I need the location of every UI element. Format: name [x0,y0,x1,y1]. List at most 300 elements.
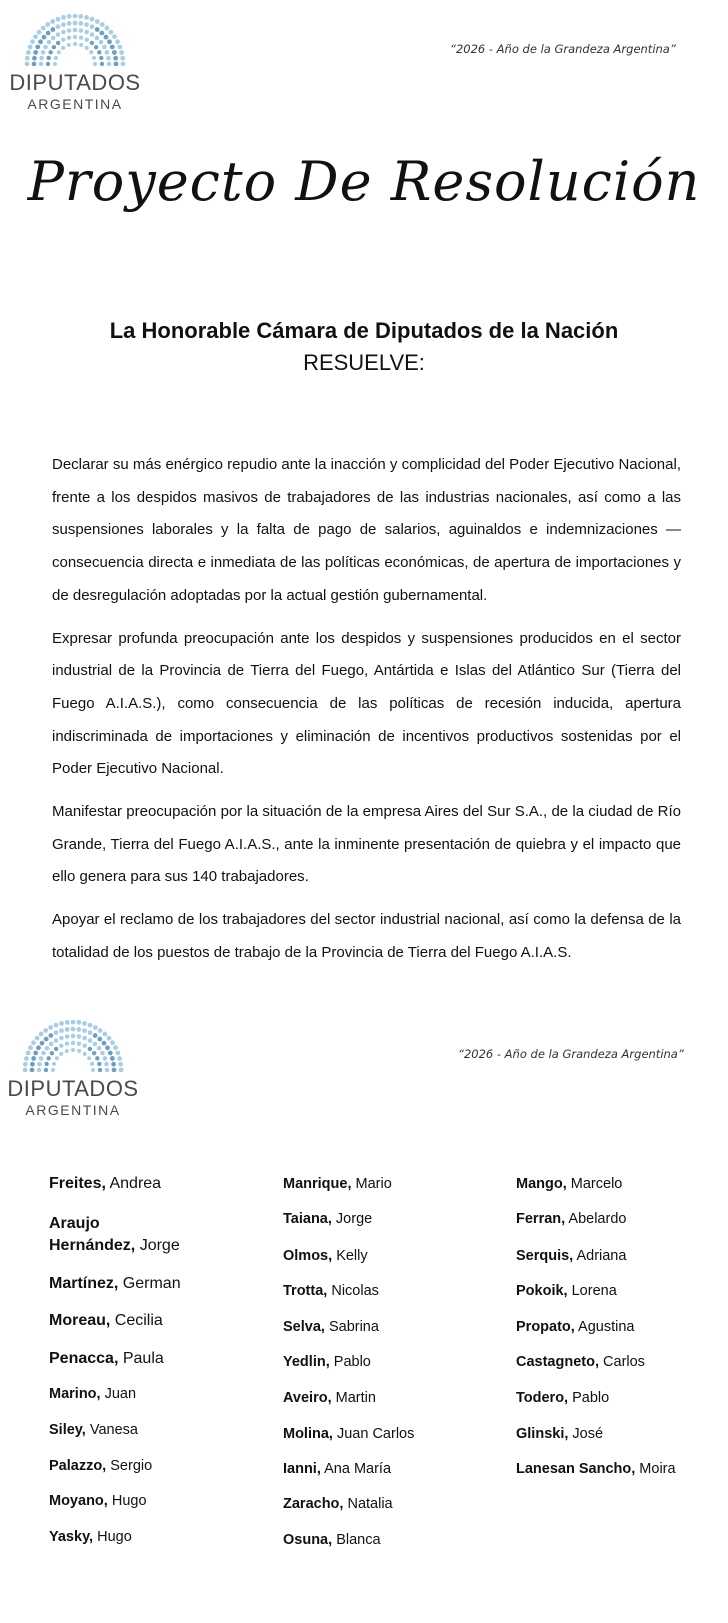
dome-dot [42,35,47,40]
dome-dot [111,1062,116,1067]
signer-last-name: Glinski, [516,1426,569,1442]
signer-row [283,1208,513,1231]
dome-dot [36,1045,41,1050]
dome-dot [92,56,96,60]
dome-dot [25,56,30,61]
dome-dot [94,45,98,49]
dome-dot [30,39,35,44]
signer-row [516,1458,728,1481]
dome-dot [56,32,61,37]
dome-dot [115,1051,120,1056]
dome-dot [37,1068,42,1072]
dome-dot [43,1028,48,1033]
signer-row [516,1316,728,1339]
signer-row [516,1280,728,1303]
dome-dot [85,46,89,50]
dome-dot [108,1051,113,1056]
dome-dot [102,45,107,50]
dome-dot [73,35,77,39]
dome-dot [44,1068,48,1072]
signer-row [49,1212,279,1235]
dome-dot [71,1041,75,1045]
dome-dot [104,35,109,40]
dome-dot [73,21,78,26]
dome-dot [77,1041,81,1045]
dome-dot [78,14,83,19]
signer-last-name: Freites, [49,1175,106,1192]
dome-dot [73,28,78,33]
year-quote-secondary: “2026 - Año de la Grandeza Argentina” [458,1047,684,1061]
dome-dot [65,1020,70,1025]
dome-dot [99,40,104,45]
dome-dot [53,62,57,66]
dome-dot [28,1045,33,1050]
dome-dot [31,1056,36,1061]
dome-dot [79,35,83,39]
dome-dot [118,1062,123,1067]
dome-dot [48,1025,53,1030]
signer-last-name: Siley, [49,1422,86,1438]
dome-dot [93,1033,98,1038]
dome-dot [97,1037,102,1042]
dome-dot [95,19,100,24]
dome-dot [119,1068,124,1072]
signer-last-name: Aveiro, [283,1390,332,1406]
signer-first-name: German [122,1275,181,1292]
dome-dot [102,1041,107,1046]
dome-dot [24,1056,29,1061]
signer-first-name: Vanesa [89,1422,138,1438]
dome-dot [33,50,38,55]
signer-first-name: Adriana [576,1248,627,1264]
signer-last-name: Lanesan Sancho, [516,1461,636,1477]
dome-dot [90,41,94,45]
signer-last-name: Ferran, [516,1211,566,1227]
signer-last-name: Yedlin, [283,1354,330,1370]
dome-dot [46,62,50,66]
dome-dot [33,1051,38,1056]
dome-dot [65,1027,70,1032]
dome-dot [38,39,43,44]
dome-dot [109,30,114,35]
signer-row [283,1316,513,1339]
signer-last-name: Martínez, [49,1275,119,1292]
signer-first-name: Juan [104,1386,137,1402]
signer-row [516,1208,728,1231]
signer-first-name: Pablo [333,1354,371,1370]
dome-dot [41,1051,46,1056]
dome-dot [114,62,119,66]
dome-dot [88,1023,93,1028]
dome-dot [54,56,58,60]
dome-dot [26,1051,31,1056]
signer-last-name: Olmos, [283,1248,333,1264]
signer-first-name: José [572,1426,604,1442]
dome-dot [82,1036,87,1041]
signer-first-name: Andrea [109,1175,162,1192]
signer-row [283,1351,513,1374]
dome-dot [115,39,120,44]
dome-dot [40,1041,45,1046]
dome-dot [93,1042,98,1047]
signer-row [49,1234,279,1257]
dome-dot [59,1021,64,1026]
dome-dot [85,37,89,41]
dome-dot [61,37,65,41]
dome-dot [83,1052,87,1056]
dome-dot [67,14,72,19]
signer-last-name: Moyano, [49,1493,108,1509]
dome-dot [41,26,46,31]
dome-dot [100,1051,105,1056]
dome-dot [44,1062,48,1066]
dome-dot [32,62,37,66]
dome-dot [56,24,61,29]
dome-dot [88,1030,93,1035]
dome-dot [97,1046,102,1051]
signer-first-name: Pablo [572,1390,610,1406]
signer-row [49,1490,279,1513]
document-title: Proyecto De Resolución [27,150,701,213]
signer-last-name: Hernández, [49,1237,136,1254]
signer-first-name: Martin [335,1390,376,1406]
signer-first-name: Marcelo [570,1176,623,1192]
signer-row [49,1383,279,1406]
dome-dot [79,43,83,47]
signer-last-name: Pokoik, [516,1283,568,1299]
dome-dot [104,26,109,31]
dome-dot [120,56,125,61]
dome-dot [99,31,104,36]
dome-dot [59,1052,63,1056]
signer-row [283,1245,513,1268]
signer-row [283,1387,513,1410]
dome-dot [50,19,55,24]
dome-dot [121,62,126,66]
signer-last-name: Serquis, [516,1248,574,1264]
signer-first-name: Natalia [347,1496,393,1512]
signer-first-name: Agustina [578,1319,635,1335]
dome-dot [57,50,61,54]
signer-last-name: Manrique, [283,1176,352,1192]
dome-dot [67,28,72,33]
signer-row [49,1526,279,1549]
dome-dot [45,22,50,27]
dome-dot [59,1028,64,1033]
dome-dot [105,1068,110,1072]
logo-country: ARGENTINA [27,96,123,112]
signer-first-name: Blanca [336,1532,381,1548]
dome-dot [67,21,72,26]
dome-icon [3,1020,143,1072]
dome-dot [37,30,42,35]
dome-dot [95,36,100,41]
dome-dot [83,1043,87,1047]
dome-dot [95,1056,99,1060]
signer-row [283,1458,513,1481]
dome-dot [47,40,52,45]
dome-dot [49,1042,54,1047]
logo-name: DIPUTADOS [9,70,141,95]
dome-dot [65,1034,70,1039]
signer-row [283,1529,513,1552]
dome-dot [61,15,66,20]
dome-dot [82,1021,87,1026]
dome-dot [61,30,66,35]
dome-dot [39,1056,44,1061]
dome-dot [33,34,38,39]
dome-dot [35,45,40,50]
dome-dot [30,1068,35,1072]
dome-dot [52,1062,56,1066]
dome-dot [92,1051,96,1055]
dome-dot [104,1062,109,1067]
dome-dot [25,62,30,66]
dome-dot [117,45,122,50]
dome-dot [103,1056,108,1061]
dome-dot [113,56,118,61]
signer-first-name: Moira [639,1461,676,1477]
dome-dot [105,50,110,55]
dome-dot [106,56,111,61]
dome-dot [56,17,61,22]
dome-dot [78,21,83,26]
dome-dot [39,62,44,66]
resolution-paragraph: Apoyar el reclamo de los trabajadores del sector industrial nacional, así como la defensa de la totalidad de los puestos de trabajo de la Provincia de Tierra del Fuego A.I.A.S. [52,911,681,961]
dome-dot [93,62,97,66]
signer-last-name: Selva, [283,1319,325,1335]
signer-row [516,1351,728,1374]
signer-last-name: Taiana, [283,1211,332,1227]
signer-first-name: Mario [355,1176,392,1192]
signer-last-name: Palazzo, [49,1458,107,1474]
signer-last-name: Molina, [283,1426,333,1442]
signer-first-name: Juan Carlos [336,1426,415,1442]
dome-dot [59,1036,64,1041]
signer-row [516,1245,728,1268]
dome-dot [71,1020,76,1024]
signer-row [49,1272,279,1295]
signer-row [516,1173,728,1196]
signer-last-name: Yasky, [49,1529,94,1545]
dome-dot [41,50,46,55]
signer-row [49,1347,279,1370]
signer-first-name: Carlos [603,1354,645,1370]
dome-dot [37,1062,42,1067]
dome-dot [112,1068,117,1072]
signer-first-name: Lorena [571,1283,617,1299]
dome-dot [84,22,89,27]
dome-dot [110,1056,115,1061]
dome-dot [54,1030,59,1035]
signer-first-name: Jorge [335,1211,373,1227]
signer-first-name: Hugo [111,1493,147,1509]
signer-row [283,1280,513,1303]
dome-dot [119,50,124,55]
signer-first-name: Jorge [139,1237,180,1254]
dome-dot [30,1062,35,1067]
signer-last-name: Osuna, [283,1532,333,1548]
signer-row [49,1455,279,1478]
dome-dot [35,1036,40,1041]
signer-row [516,1423,728,1446]
logo-country: ARGENTINA [25,1102,121,1118]
resolution-body [52,449,681,980]
signer-row [283,1173,513,1196]
year-quote: “2026 - Año de la Grandeza Argentina” [450,42,676,56]
dome-dot [67,35,71,39]
dome-dot [112,50,117,55]
dome-dot [23,1062,28,1067]
dome-dot [71,1027,76,1032]
dome-dot [99,56,103,60]
dome-dot [105,1045,110,1050]
dome-dot [48,50,52,54]
signer-row [283,1493,513,1516]
dome-dot [91,1068,95,1072]
signer-last-name: Penacca, [49,1350,119,1367]
dome-dot [76,1020,81,1025]
diputados-logo [5,14,145,114]
dome-dot [54,1023,59,1028]
signer-last-name: Todero, [516,1390,569,1406]
dome-dot [50,27,55,32]
dome-dot [61,46,65,50]
dome-dot [90,17,95,22]
signer-last-name: Ianni, [283,1461,321,1477]
chamber-heading: La Honorable Cámara de Diputados de la Nación [109,318,619,343]
logo-name: DIPUTADOS [7,1076,139,1101]
dome-dot [77,1049,81,1053]
signer-last-name: Zaracho, [283,1496,344,1512]
dome-dot [87,1056,91,1060]
dome-dot [65,1049,69,1053]
signer-row [49,1309,279,1332]
dome-dot [65,1041,69,1045]
dome-dot [90,32,95,37]
dome-dot [39,56,44,61]
dome-dot [110,1040,115,1045]
dome-dot [56,41,60,45]
dome-dot [110,45,115,50]
dome-dot [46,56,50,60]
dome-dot [93,1025,98,1030]
dome-dot [51,36,56,41]
signer-last-name: Araujo [49,1215,100,1232]
dome-dot [43,45,48,50]
dome-dot [73,42,77,46]
dome-dot [54,1047,58,1051]
dome-dot [76,1027,81,1032]
dome-dot [31,1040,36,1045]
dome-dot [61,22,66,27]
signer-first-name: Abelardo [568,1211,627,1227]
dome-dot [82,1028,87,1033]
signer-first-name: Nicolas [331,1283,379,1299]
dome-dot [88,1038,93,1043]
resolution-paragraph: Expresar profunda preocupación ante los despidos y suspensiones producidos en el sector industrial de la Provincia de Tierra del Fuego, Antártida e Islas del Atlántico Sur (Tierra del Fuego A.I.A.S.), como consecuencia de las políticas de recesión inducida, apertura indiscriminada de importaciones y eliminación de incentivos productivos sostenidas por el Poder Ejecutivo Nacional. [52,629,681,778]
dome-dot [88,1047,92,1051]
signer-first-name: Ana María [324,1461,392,1477]
dome-icon [5,14,145,66]
dome-dot [52,45,56,49]
dome-dot [54,1038,59,1043]
dome-dot [90,24,95,29]
dome-dot [107,39,112,44]
dome-dot [89,50,93,54]
resuelve-heading: RESUELVE: [303,350,425,375]
signer-row [49,1172,279,1195]
dome-dot [113,1045,118,1050]
signer-first-name: Sabrina [328,1319,379,1335]
dome-dot [84,15,89,20]
dome-dot [48,1033,53,1038]
resolution-paragraph: Manifestar preocupación por la situación de la empresa Aires del Sur S.A., de la ciudad de Río Grande, Tierra del Fuego A.I.A.S., ante la inminente presentación de quiebra y el impacto que ello genera para sus 140 trabajadores. [52,803,681,886]
signer-last-name: Moreau, [49,1312,111,1329]
signer-last-name: Propato, [516,1319,575,1335]
dome-dot [112,34,117,39]
signer-first-name: Sergio [110,1458,153,1474]
dome-dot [98,1068,102,1072]
signer-row [283,1423,513,1446]
dome-dot [50,1051,54,1055]
dome-dot [95,27,100,32]
diputados-logo-secondary [3,1020,143,1120]
dome-dot [107,62,112,66]
dome-dot [100,62,104,66]
dome-dot [102,1032,107,1037]
dome-dot [44,1037,49,1042]
dome-dot [51,1068,55,1072]
signer-first-name: Cecilia [114,1312,163,1329]
signer-last-name: Mango, [516,1176,567,1192]
dome-dot [71,1034,76,1039]
dome-dot [73,14,78,18]
signer-first-name: Kelly [336,1248,368,1264]
dome-dot [79,28,84,33]
dome-dot [32,56,37,61]
signer-first-name: Hugo [97,1529,132,1545]
dome-dot [23,1068,28,1072]
signer-last-name: Castagneto, [516,1354,599,1370]
dome-dot [45,1046,50,1051]
signer-row [516,1387,728,1410]
dome-dot [97,1062,101,1066]
dome-dot [55,1056,59,1060]
dome-dot [46,1056,50,1060]
dome-dot [71,1048,75,1052]
dome-dot [98,1028,103,1033]
resolution-paragraph: Declarar su más enérgico repudio ante la inacción y complicidad del Poder Ejecutivo Nacional, frente a los despidos masivos de trabajadores de las industrias nacionales, así como a las suspensiones laborales y la falta de pago de salarios, aguinaldos e indemnizaciones —consecuencia directa e inmediata de las políticas económicas, de apertura de importaciones y de desregulación adoptadas por la actual gestión gubernamental. [52,456,681,604]
dome-dot [90,1062,94,1066]
dome-dot [39,1032,44,1037]
dome-dot [117,1056,122,1061]
dome-dot [59,1043,63,1047]
dome-dot [67,43,71,47]
signer-last-name: Trotta, [283,1283,328,1299]
dome-dot [107,1036,112,1041]
dome-dot [100,22,105,27]
dome-dot [97,50,101,54]
dome-dot [84,30,89,35]
signer-last-name: Marino, [49,1386,101,1402]
dome-dot [26,50,31,55]
signer-first-name: Paula [122,1350,164,1367]
signer-row [49,1419,279,1442]
dome-dot [46,31,51,36]
dome-dot [77,1034,82,1039]
dome-dot [28,45,33,50]
